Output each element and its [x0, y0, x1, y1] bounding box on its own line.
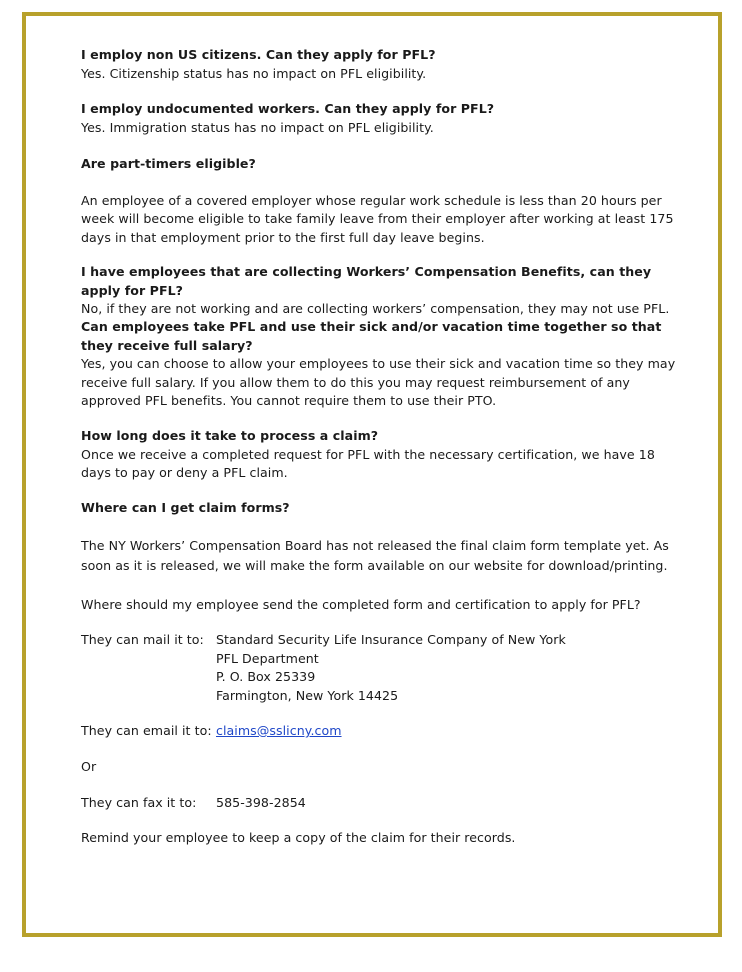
- faq-question: I employ non US citizens. Can they apply for PFL?: [81, 47, 436, 62]
- faq-item-workers-comp: [81, 263, 681, 319]
- mail-label: They can mail it to:: [81, 632, 204, 647]
- mail-address: [216, 631, 566, 705]
- mail-address-line: Farmington, New York 14425: [216, 687, 399, 703]
- or-text: Or: [81, 759, 97, 774]
- reminder-text: Remind your employee to keep a copy of the claim for their records.: [81, 830, 516, 845]
- faq-item-part-timers: [81, 155, 681, 247]
- faq-answer: An employee of a covered employer whose regular work schedule is less than 20 hours per week will become eligible to take family leave from their employer after working at least 175 days in that employment prior to the first full day leave begins.: [81, 192, 674, 245]
- faq-item-processing-time: [81, 427, 681, 483]
- faq-item-claim-forms: [81, 499, 681, 576]
- faq-question: How long does it take to process a claim?: [81, 428, 379, 443]
- faq-answer: Yes. Citizenship status has no impact on PFL eligibility.: [81, 65, 427, 81]
- email-link[interactable]: claims@sslicny.com: [216, 723, 342, 738]
- faq-item-sick-vacation: [81, 318, 681, 411]
- faq-item-citizens: [81, 46, 681, 83]
- faq-answer: Yes. Immigration status has no impact on PFL eligibility.: [81, 119, 434, 135]
- faq-answer: No, if they are not working and are collecting workers’ compensation, they may not use PFL.: [81, 301, 670, 316]
- faq-answer: Yes, you can choose to allow your employees to use their sick and vacation time so they may receive full salary. If you allow them to do this you may request reimbursement of any approved PFL benefits. You cannot require them to use their PTO.: [81, 356, 676, 408]
- fax-label: They can fax it to:: [81, 795, 197, 810]
- faq-item-undocumented: [81, 100, 681, 137]
- mail-address-line: Standard Security Life Insurance Company of New York: [216, 632, 566, 647]
- faq-question: Are part-timers eligible?: [81, 156, 256, 171]
- mail-row: [81, 631, 681, 705]
- faq-question: Can employees take PFL and use their sick and/or vacation time together so that they receive full salary?: [81, 319, 662, 353]
- faq-answer: Once we receive a completed request for PFL with the necessary certification, we have 18 days to pay or deny a PFL claim.: [81, 446, 655, 480]
- faq-question: Where can I get claim forms?: [81, 500, 290, 515]
- faq-question: I have employees that are collecting Workers’ Compensation Benefits, can they apply for PFL?: [81, 264, 652, 298]
- faq-answer: The NY Workers’ Compensation Board has not released the final claim form template yet. As soon as it is released, we will make the form available on our website for download/printing.: [81, 537, 669, 573]
- mail-address-line: PFL Department: [216, 650, 319, 666]
- where-to-send-text: Where should my employee send the completed form and certification to apply for PFL?: [81, 597, 641, 612]
- mail-address-line: P. O. Box 25339: [216, 669, 316, 684]
- fax-number: 585-398-2854: [216, 795, 306, 810]
- faq-question: I employ undocumented workers. Can they apply for PFL?: [81, 101, 495, 116]
- email-label: They can email it to:: [81, 723, 212, 738]
